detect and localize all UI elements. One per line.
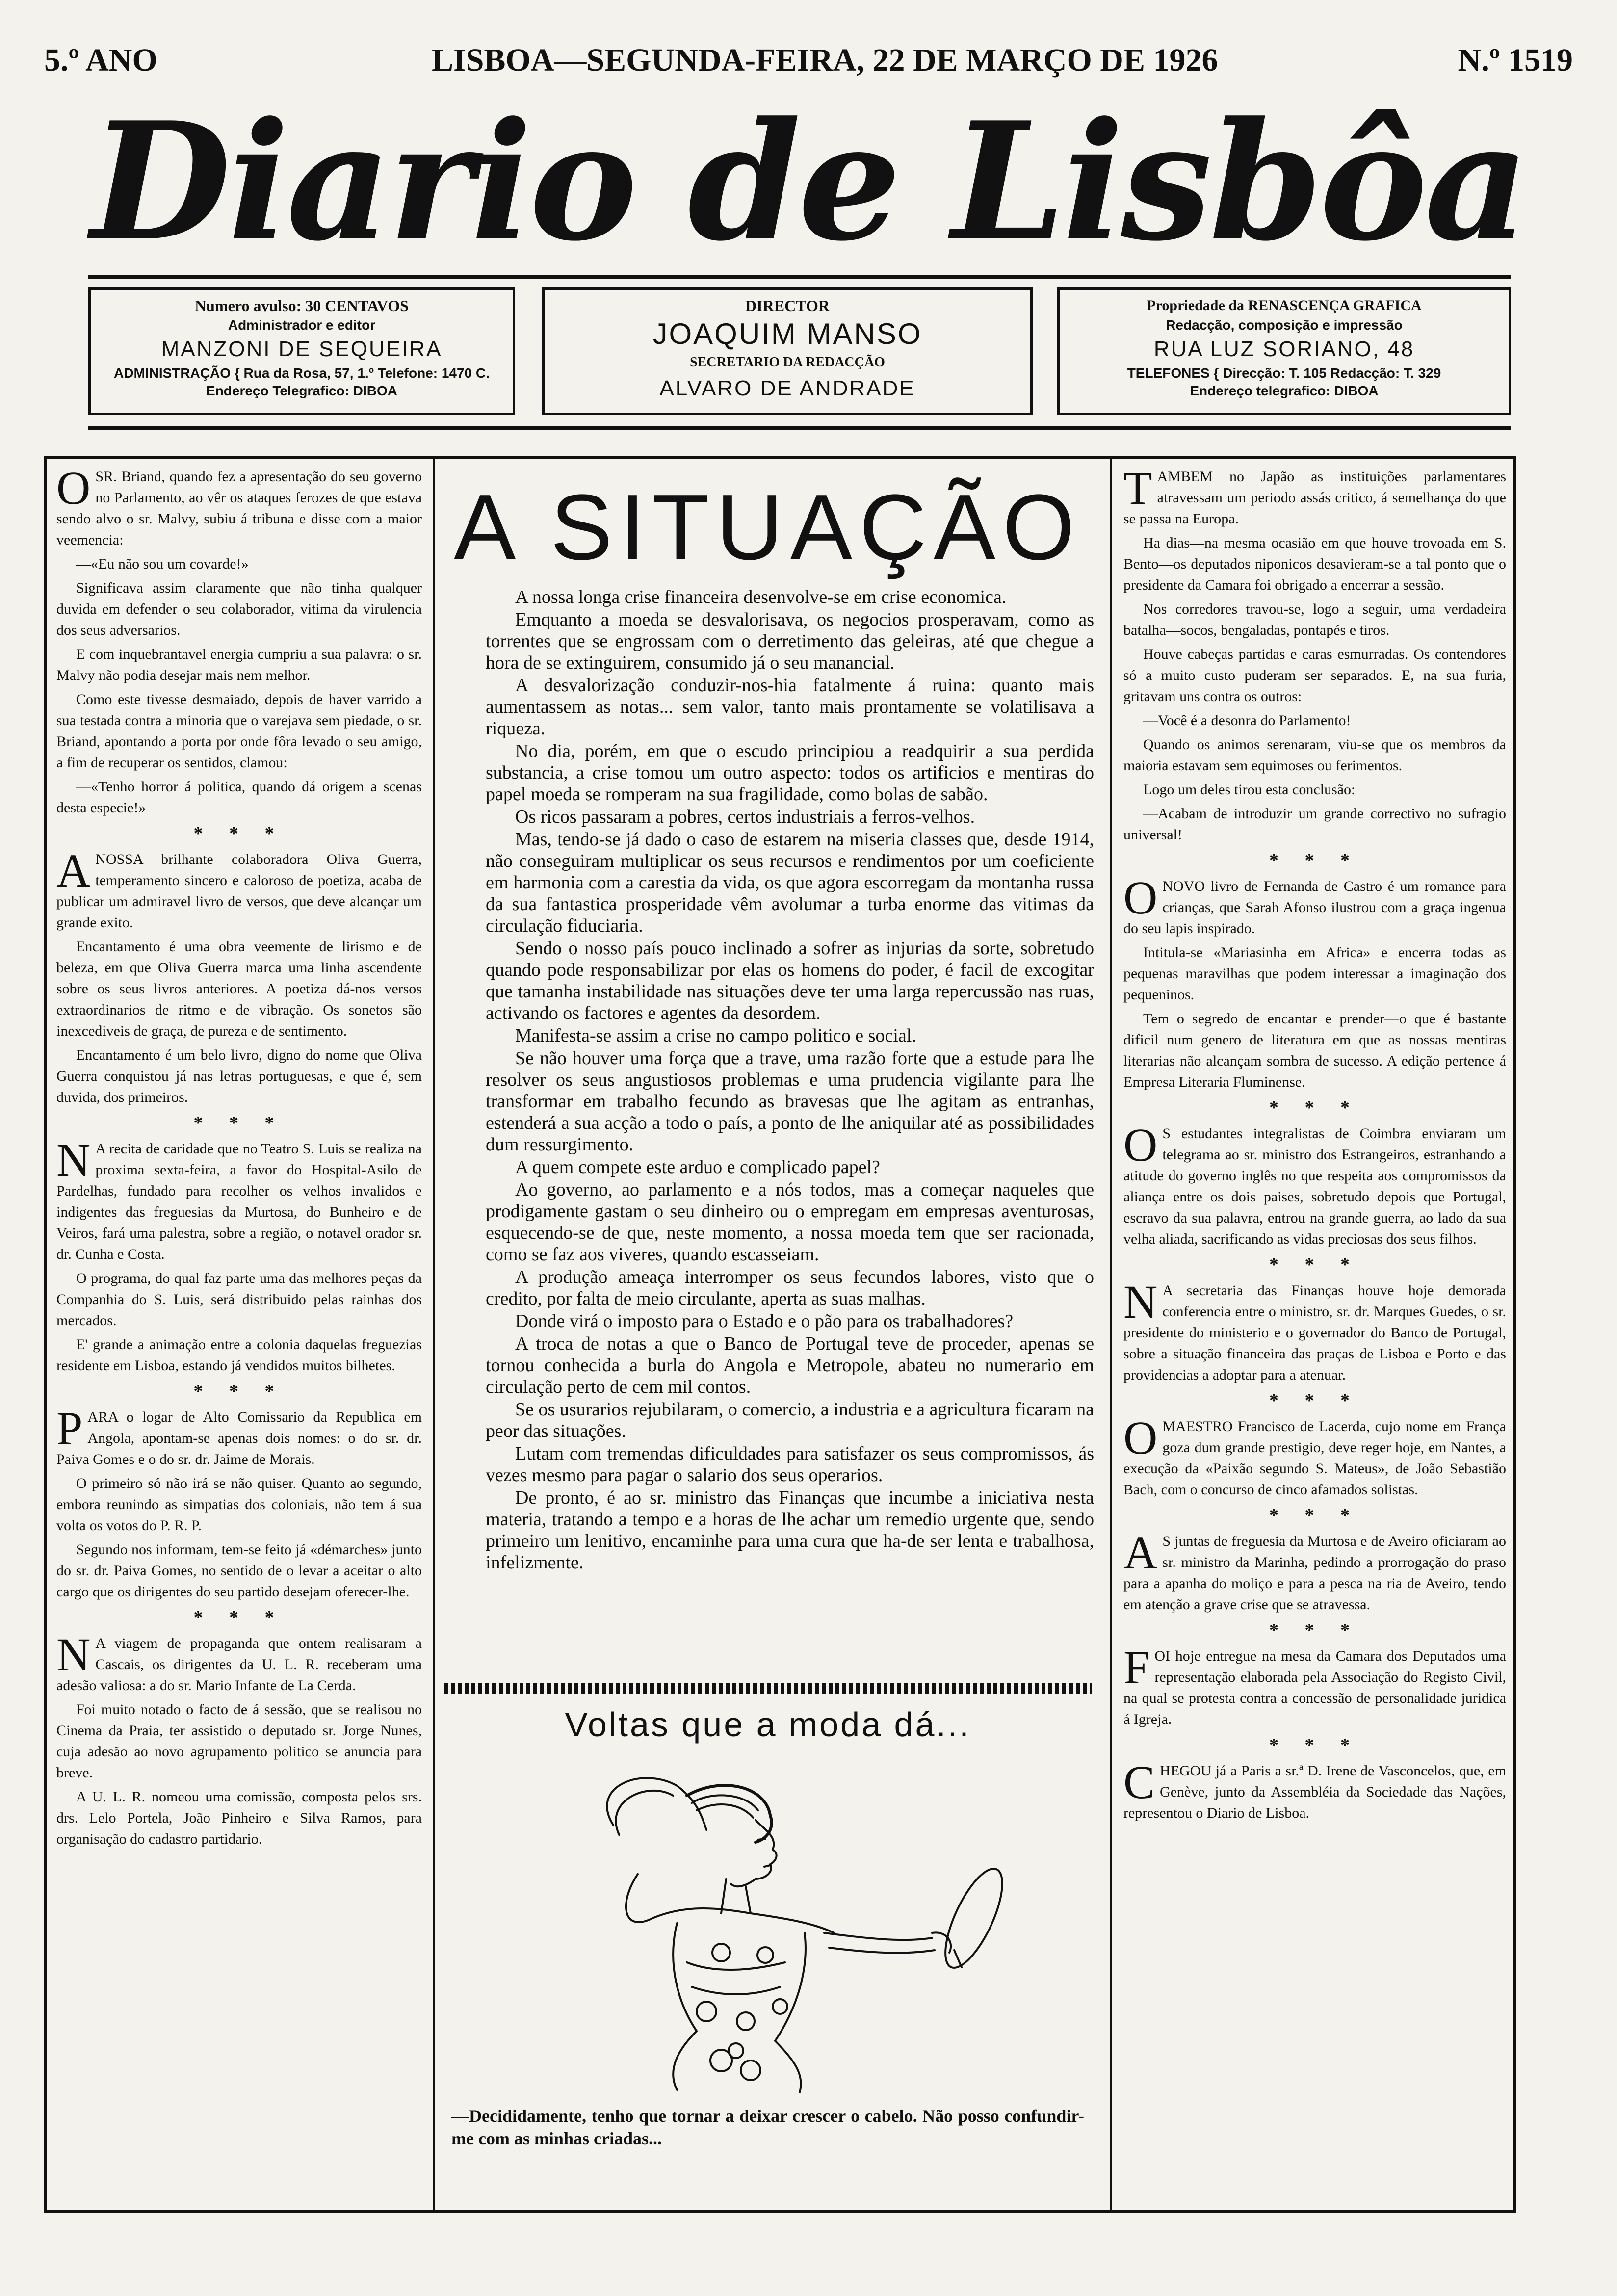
cartoon-caption: —Decididamente, tenho que tornar a deixar crescer o cabelo. Não posso confundir-me com as minhas criadas... [451, 2106, 1084, 2148]
paragraph-text: —Acabam de introduzir um grande correctivo no sufragio universal! [1123, 806, 1506, 843]
section-separator: * * * [193, 1381, 285, 1402]
drop-cap: N [56, 1134, 91, 1186]
section-separator: * * * [1269, 850, 1360, 871]
services-label: Redacção, composição e impressão [1166, 317, 1403, 333]
paragraph-text: Tem o segredo de encantar e prender—o que é bastante dificil num genero de literatura em que as nossas mentiras literarias não alcançam sombra de sucesso. A edição pertence á Empresa Literaria Fluminense. [1123, 1011, 1506, 1090]
news-paragraph [56, 936, 422, 1042]
news-paragraph [1123, 599, 1506, 641]
news-paragraph [1123, 1411, 1506, 1500]
paragraph-text: Nos corredores travou-se, logo a seguir, uma verdadeira batalha—socos, bengaladas, pontapés e tiros. [1123, 601, 1506, 638]
column-rule-left [433, 456, 435, 2213]
article-paragraph: Lutam com tremendas dificuldades para satisfazer os seus compromissos, ás vezes mesmo para pagar o salario dos seus operarios. [486, 1443, 1094, 1486]
drop-cap: N [56, 1628, 91, 1681]
news-paragraph [1123, 803, 1506, 845]
article-paragraph: Donde virá o imposto para o Estado e o pão para os trabalhadores? [515, 1311, 1014, 1331]
article-paragraph: Manifesta-se assim a crise no campo politico e social. [515, 1025, 916, 1046]
news-paragraph [56, 844, 422, 933]
right-column [1123, 466, 1506, 2203]
drop-cap: O [1123, 1411, 1158, 1464]
news-paragraph [56, 644, 422, 686]
news-paragraph [56, 776, 422, 818]
paragraph-text: A secretaria das Finanças houve hoje demorada conferencia entre o ministro, sr. dr. Marques Guedes, o sr. presidente do ministerio e o governador do Banco de Portugal, sobre a situação financeira das praças de Lisboa e Porto e das providencias a adoptar para a atenuar. [1123, 1282, 1506, 1383]
section-separator: * * * [1269, 1097, 1360, 1118]
paragraph-text: Houve cabeças partidas e caras esmurradas. Os contendores só a muito custo puderam ser separados. E, na sua furia, gritavam uns contra os outros: [1123, 646, 1506, 704]
news-paragraph [1123, 1526, 1506, 1615]
issue-number: N.º 1519 [1458, 42, 1573, 78]
paragraph-text: NOSSA brilhante colaboradora Oliva Guerra, temperamento sincero e caloroso de poetiza, acaba de publicar um admiravel livro de versos, que deve alcançar um grande exito. [56, 851, 422, 931]
news-paragraph [1123, 532, 1506, 596]
paragraph-text: —«Eu não sou um covarde!» [76, 556, 249, 572]
news-paragraph [1123, 1276, 1506, 1385]
news-paragraph [56, 1134, 422, 1265]
paragraph-text: Intitula-se «Mariasinha em Africa» e encerra todas as pequenas maravilhas que podem interessar a imaginação dos pequeninos. [1123, 944, 1506, 1003]
year-label: 5.º ANO [44, 42, 157, 78]
paragraph-text: ARA o logar de Alto Comissario da Republica em Angola, apontam-se apenas dois nomes: o do sr. dr. Paiva Gomes e o do sr. dr. Jaime de Morais. [56, 1409, 422, 1467]
dotted-divider [444, 1683, 1092, 1694]
cartoon-title: Voltas que a moda dá... [565, 1705, 971, 1744]
news-paragraph [56, 1699, 422, 1783]
paragraph-text: E com inquebrantavel energia cumpriu a sua palavra: o sr. Malvy não podia desejar mais nem melhor. [56, 646, 422, 683]
paragraph-text: MAESTRO Francisco de Lacerda, cujo nome em França goza dum grande prestigio, deve reger hoje, em Nantes, a execução da «Paixão segundo S. Mateus», de João Sebastião Bach, com o concurso de cinco afamados solistas. [1123, 1418, 1506, 1498]
section-separator: * * * [1269, 1390, 1360, 1411]
article-paragraph: A desvalorização conduzir-nos-hia fatalmente á ruina: quanto mais aumentassem as notas... sem valor, tanto mais prontamente se volatilisava a riqueza. [486, 675, 1094, 739]
news-paragraph [1123, 734, 1506, 776]
admin-box [88, 287, 515, 415]
news-paragraph [56, 1044, 422, 1108]
paragraph-text: AMBEM no Japão as instituições parlamentares atravessam um periodo assás critico, á semelhança do que se passa na Europa. [1123, 469, 1506, 527]
article-paragraph: Ao governo, ao parlamento e a nós todos, mas a começar naqueles que prodigamente gastam o seu dinheiro ou o empregam em empresas aventurosas, esquecendo-se de que, neste momento, a nossa moeda tem que ser racionada, como se faz aos viveres, quando escasseiam. [486, 1179, 1094, 1265]
admin-address: ADMINISTRAÇÃO { Rua da Rosa, 57, 1.º Telefone: 1470 C. [114, 365, 490, 381]
paragraph-text: Quando os animos serenaram, viu-se que os membros da maioria estavam sem equimoses ou ferimentos. [1123, 736, 1506, 774]
admin-label: Administrador e editor [228, 317, 376, 333]
owner-address: RUA LUZ SORIANO, 48 [1153, 337, 1415, 361]
drop-cap: P [56, 1402, 83, 1455]
admin-telegram: Endereço Telegrafico: DIBOA [206, 383, 397, 398]
news-paragraph [56, 1334, 422, 1376]
news-paragraph [1123, 1756, 1506, 1824]
news-paragraph [1123, 644, 1506, 707]
article-paragraph: Emquanto a moeda se desvalorisava, os negocios prosperavam, como as torrentes que se engrossam com o derretimento das geleiras, até que chegue a hora de se extinguirem, consumido já o seu manancial. [486, 609, 1094, 673]
paragraph-text: Encantamento é uma obra veemente de lirismo e de beleza, em que Oliva Guerra marca uma linha ascendente sobre os seus livros anteriores. A poetiza dá-nos versos extraordinarios de ritmo e de vibração. Os sonetos são inexcediveis de graça, de pureza e de sentimento. [56, 939, 422, 1039]
article-paragraph: Os ricos passaram a pobres, certos industriais a ferros-velhos. [515, 807, 975, 827]
article-paragraph: Se os usurarios rejubilaram, o comercio, a industria e a agricultura ficaram na peor das situações. [486, 1399, 1094, 1441]
news-paragraph [1123, 942, 1506, 1005]
section-separator: * * * [193, 1113, 285, 1133]
paragraph-text: NOVO livro de Fernanda de Castro é um romance para crianças, que Sarah Afonso ilustrou com a graça ingenua do seu lapis inspirado. [1123, 878, 1506, 937]
article-paragraph: A produção ameaça interromper os seus fecundos labores, visto que o credito, por falta de meio circulante, aperta as suas malhas. [486, 1267, 1094, 1309]
cartoon-illustration [491, 1756, 1079, 2095]
top-line [44, 42, 1573, 86]
drop-cap: F [1123, 1641, 1150, 1694]
director-box [542, 287, 1033, 415]
section-separator: * * * [1269, 1254, 1360, 1275]
paragraph-text: HEGOU já a Paris a sr.ª D. Irene de Vasconcelos, que, em Genève, junto da Assembléia da Sociedade das Nações, representou o Diario de Lisboa. [1123, 1763, 1506, 1821]
news-paragraph [1123, 779, 1506, 800]
paragraph-text: A viagem de propaganda que ontem realisaram a Cascais, os dirigentes da U. L. R. receberam uma adesão valiosa: a do sr. Mario Infante de La Cerda. [56, 1635, 422, 1694]
paragraph-text: Como este tivesse desmaiado, depois de haver varrido a sua testada contra a minoria que o varejava sem piedade, o sr. Briand, apontando a porta por onde fôra levado o seu amigo, a fim de recuperar os sentidos, clamou: [56, 691, 422, 771]
paragraph-text: OI hoje entregue na mesa da Camara dos Deputados uma representação elaborada pela Associação do Registo Civil, na qual se protesta contra a concessão de personalidade juridica á Igreja. [1123, 1648, 1506, 1727]
article-paragraph: No dia, porém, em que o escudo principiou a readquirir a sua perdida substancia, a crise tomou um outro aspecto: todos os artificios e mentiras do papel moeda se romperam na sua fragilidade, como bolas de sabão. [486, 741, 1094, 805]
paragraph-text: Significava assim claramente que não tinha qualquer duvida em defender o seu colaborador, vitima da virulencia dos seus adversarios. [56, 580, 422, 638]
news-paragraph [56, 1539, 422, 1602]
paragraph-text: S juntas de freguesia da Murtosa e de Aveiro oficiaram ao sr. ministro da Marinha, pedindo a prorrogação do praso para a apanha do moliço e para a pesca na ria de Aveiro, tendo em atenção a grave crise que se atravessa. [1123, 1533, 1506, 1613]
owner-label: Propriedade da RENASCENÇA GRAFICA [1147, 297, 1422, 313]
news-paragraph [1123, 710, 1506, 731]
masthead-title: Diario de Lisbôa [90, 86, 1527, 277]
owner-telegram: Endereço telegrafico: DIBOA [1190, 383, 1379, 398]
drop-cap: O [56, 466, 91, 514]
director-label: DIRECTOR [745, 297, 830, 314]
owner-box [1057, 287, 1511, 415]
paragraph-text: —Você é a desonra do Parlamento! [1143, 712, 1351, 729]
news-paragraph [1123, 1641, 1506, 1730]
article-paragraph: Se não houver uma força que a trave, uma razão forte que a estude para lhe resolver os seus angustiosos problemas e uma prudencia vigilante para lhe transformar em trabalho fecundo as bravesas que lhe agitam as entranhas, estenderá a sua acção a todo o país, a ponto de lhe aniquilar até as possibilidades dum ressurgimento. [486, 1048, 1094, 1155]
article-paragraph: A troca de notas a que o Banco de Portugal teve de proceder, apenas se tornou conhecida a burla do Angola e Metropole, abateu no numerario em circulação perto de cem mil contos. [486, 1333, 1094, 1397]
secretary-label: SECRETARIO DA REDACÇÃO [690, 355, 885, 370]
news-paragraph [56, 1473, 422, 1536]
section-separator: * * * [1269, 1505, 1360, 1526]
price-label: Numero avulso: 30 CENTAVOS [195, 297, 409, 314]
headline: A SITUAÇÃO [453, 475, 1082, 579]
article-paragraph: A nossa longa crise financeira desenvolve-se em crise economica. [515, 587, 1007, 607]
news-paragraph [56, 689, 422, 773]
admin-name: MANZONI DE SEQUEIRA [161, 337, 443, 361]
drop-cap: O [1123, 1119, 1158, 1171]
director-name: JOAQUIM MANSO [652, 317, 922, 350]
paragraph-text: S estudantes integralistas de Coimbra enviaram um telegrama ao sr. ministro dos Estrangeiros, estranhando a atitude do governo inglês no que respeita aos compromissos da aliança entre os dois paises, sobretudo depois que Portugal, escravo da sua palavra, entrou na grande guerra, ao lado da sua velha aliada, sacrificando as vidas preciosas dos seus filhos. [1123, 1125, 1506, 1247]
paragraph-text: A U. L. R. nomeou uma comissão, composta pelos srs. drs. Lelo Portela, João Pinheiro e Silva Ramos, para organisação do cadastro partidario. [56, 1789, 422, 1847]
left-column [56, 466, 422, 2203]
paragraph-text: SR. Briand, quando fez a apresentação do seu governo no Parlamento, ao vêr os ataques ferozes de que estava sendo alvo o sr. Malvy, subiu á tribuna e disse com a maior veemencia: [56, 469, 422, 548]
news-paragraph [56, 1268, 422, 1331]
drop-cap: C [1123, 1756, 1155, 1808]
paragraph-text: O primeiro só não irá se não quiser. Quanto ao segundo, embora reunindo as simpatias dos coloniais, não tem á sua volta os votos do P. R. P. [56, 1475, 422, 1534]
article-paragraph: A quem compete este arduo e complicado papel? [515, 1157, 880, 1177]
dateline: LISBOA—SEGUNDA-FEIRA, 22 DE MARÇO DE 1926 [432, 42, 1218, 78]
news-paragraph [56, 1628, 422, 1696]
news-paragraph [56, 466, 422, 550]
secretary-name: ALVARO DE ANDRADE [659, 376, 915, 400]
drop-cap: O [1123, 871, 1158, 924]
news-paragraph [56, 1786, 422, 1850]
paragraph-text: —«Tenho horror á politica, quando dá origem a scenas desta especie!» [56, 779, 422, 816]
section-separator: * * * [1269, 1620, 1360, 1641]
news-paragraph [1123, 1119, 1506, 1250]
section-separator: * * * [1269, 1735, 1360, 1755]
drop-cap: A [56, 844, 91, 897]
paragraph-text: Segundo nos informam, tem-se feito já «démarches» junto do sr. dr. Paiva Gomes, no sentido de o levar a aceitar o alto cargo que os dirigentes do seu partido desejam oferecer-lhe. [56, 1541, 422, 1600]
lead-article [486, 586, 1094, 1683]
section-separator: * * * [193, 1607, 285, 1628]
paragraph-text: Logo um deles tirou esta conclusão: [1143, 782, 1356, 798]
article-paragraph: Mas, tendo-se já dado o caso de estarem na miseria classes que, desde 1914, não conseguiram multiplicar os seus recursos e rendimentos por um coeficiente em harmonia com a carestia da vida, os que agora escorregam da montanha russa da sua fantastica prosperidade vêm avolumar a turba enorme das vitimas da circulação fiduciaria. [486, 829, 1094, 936]
section-separator: * * * [193, 823, 285, 844]
paragraph-text: A recita de caridade que no Teatro S. Luis se realiza na proxima sexta-feira, a favor do Hospital-Asilo de Pardelhas, fundado para recolher os velhos invalidos e indigentes das freguesias da Murtosa, do Bunheiro e de Veiros, fará uma palestra, sobre a região, o notavel orador sr. dr. Cunha e Costa. [56, 1141, 422, 1262]
column-rule-right [1110, 456, 1112, 2213]
article-paragraph: Sendo o nosso país pouco inclinado a sofrer as injurias da sorte, sobretudo quando pode responsabilizar por elas os homens do poder, é facil de excogitar que tamanha instabilidade nas situações deve ter uma larga repercussão nas ruas, activando os factores e agentes da desordem. [486, 938, 1094, 1023]
article-paragraph: De pronto, é ao sr. ministro das Finanças que incumbe a iniciativa nesta materia, tratando a tempo e a horas de lhe achar um remedio urgente que, sendo primeiro um lenitivo, encaminhe para uma cura que ha-de ser lenta e trabalhosa, infelizmente. [486, 1487, 1094, 1573]
news-paragraph [1123, 466, 1506, 529]
paragraph-text: Encantamento é um belo livro, digno do nome que Oliva Guerra conquistou já nas letras portuguesas, e que é, sem duvida, dos primeiros. [56, 1047, 422, 1105]
news-paragraph [56, 577, 422, 641]
paragraph-text: E' grande a animação entre a colonia daquelas freguezias residente em Lisboa, estando já vendidos muitos bilhetes. [56, 1336, 422, 1374]
paragraph-text: Ha dias—na mesma ocasião em que houve trovoada em S. Bento—os deputados niponicos desavieram-se a tal ponto que o presidente da Camara foi obrigado a encerrar a sessão. [1123, 535, 1506, 593]
drop-cap: A [1123, 1526, 1158, 1579]
news-paragraph [1123, 871, 1506, 939]
news-paragraph [56, 553, 422, 574]
paragraph-text: Foi muito notado o facto de á sessão, que se realisou no Cinema da Praia, ter assistido o deputado sr. Jorge Nunes, cuja adesão ao novo agrupamento politico se anuncia para breve. [56, 1701, 422, 1781]
news-paragraph [56, 1402, 422, 1470]
drop-cap: N [1123, 1276, 1158, 1328]
owner-phones: TELEFONES { Direcção: T. 105 Redacção: T. 329 [1127, 365, 1441, 381]
paragraph-text: O programa, do qual faz parte uma das melhores peças da Companhia do S. Luis, será distribuido pelas rainhas dos mercados. [56, 1270, 422, 1329]
info-bar [88, 275, 1511, 430]
news-paragraph [1123, 1008, 1506, 1093]
drop-cap: T [1123, 466, 1152, 514]
